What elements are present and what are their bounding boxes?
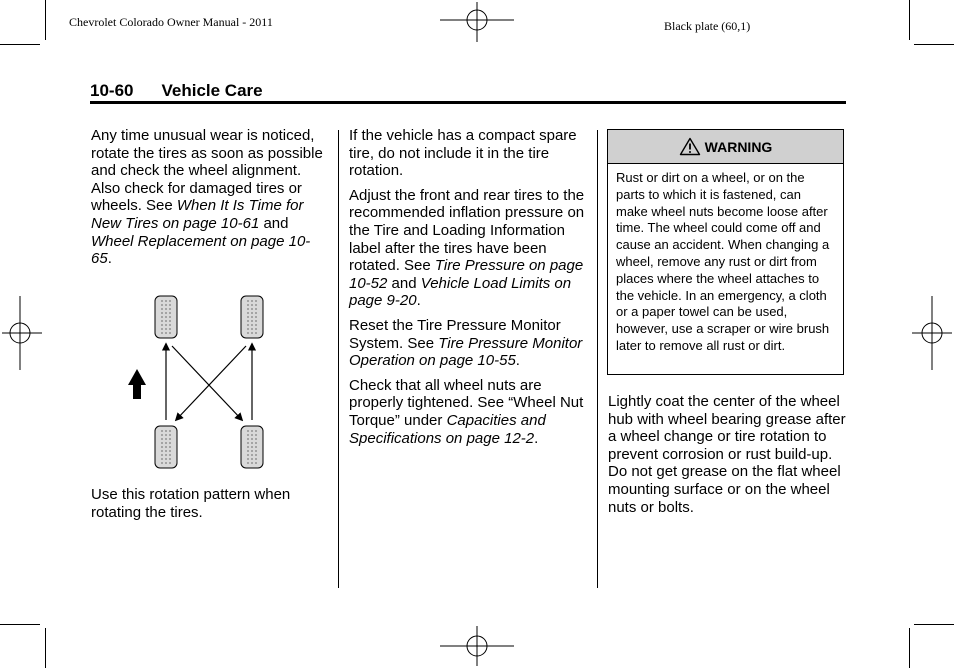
paragraph: Any time unusual wear is noticed, rotate the tires as soon as possible and check the wheel alignment. Also check for damaged tires or wheels. See When It Is Time for New Tires on page 10-61 and Wheel Replacement on page 10-65. bbox=[91, 127, 323, 268]
section-title: Vehicle Care bbox=[161, 81, 263, 100]
tire-rear-right-icon bbox=[241, 426, 263, 468]
column-1 bbox=[91, 127, 327, 275]
paragraph: Lightly coat the center of the wheel hub with wheel bearing grease after a wheel change or tire rotation to prevent corrosion or rust build-up. Do not get grease on the flat wheel mounting surface or on the wheel nuts or bolts. bbox=[608, 393, 846, 516]
column-divider bbox=[597, 130, 598, 588]
crop-mark bbox=[45, 628, 46, 668]
paragraph: Reset the Tire Pressure Monitor System. See Tire Pressure Monitor Operation on page 10-55. bbox=[349, 316, 583, 370]
crop-mark bbox=[909, 0, 910, 40]
crop-mark bbox=[914, 44, 954, 45]
arrow-cross-right-to-left-icon bbox=[176, 346, 246, 420]
crop-mark bbox=[0, 624, 40, 625]
crop-mark bbox=[45, 0, 46, 40]
tire-front-right-icon bbox=[241, 296, 263, 338]
registration-mark-left bbox=[0, 296, 44, 370]
registration-mark-bottom bbox=[440, 624, 514, 668]
column-divider bbox=[338, 130, 339, 588]
arrow-cross-left-to-right-icon bbox=[172, 346, 242, 420]
warning-text: Rust or dirt on a wheel, or on the parts to which it is fastened, can make wheel nuts become loose after time. The wheel could come off and cause an accident. When changing a wheel, remove any rust or dirt from places where the wheel attaches to the vehicle. In an emergency, a cloth or a paper towel can be used, however, use a scraper or wire brush later to remove all rust or dirt. bbox=[616, 170, 830, 353]
heading-rule bbox=[90, 101, 846, 104]
crop-mark bbox=[909, 628, 910, 668]
figure-caption: Use this rotation pattern when rotating the tires. bbox=[91, 486, 291, 521]
crop-mark bbox=[0, 44, 40, 45]
warning-title: WARNING bbox=[704, 138, 773, 155]
crop-mark bbox=[914, 624, 954, 625]
section-heading bbox=[90, 81, 263, 101]
cross-reference-link[interactable]: When It Is Time for New Tires on page 10-61 bbox=[91, 197, 304, 232]
warning-box bbox=[607, 129, 844, 375]
cross-reference-link[interactable]: Capacities and Specifications on page 12-2 bbox=[349, 411, 546, 447]
column-3 bbox=[608, 393, 846, 523]
warning-header bbox=[608, 130, 843, 164]
forward-direction-arrow-icon bbox=[128, 369, 146, 399]
column-2 bbox=[349, 127, 587, 454]
cross-reference-link[interactable]: Wheel Replacement on page 10-65 bbox=[91, 232, 311, 268]
tire-rotation-diagram bbox=[120, 292, 280, 474]
warning-triangle-icon bbox=[679, 137, 701, 156]
cross-reference-link[interactable]: Vehicle Load Limits on page 9-20 bbox=[349, 274, 572, 310]
running-header-left: Chevrolet Colorado Owner Manual - 2011 bbox=[69, 15, 273, 29]
registration-mark-top bbox=[440, 0, 514, 44]
tire-front-left-icon bbox=[155, 296, 177, 338]
paragraph: If the vehicle has a compact spare tire, do not include it in the tire rotation. bbox=[349, 127, 577, 180]
paragraph: Check that all wheel nuts are properly tightened. See “Wheel Nut Torque” under Capacities and Specifications on page 12-2. bbox=[349, 376, 584, 447]
page-number: 10-60 bbox=[90, 81, 134, 100]
paragraph: Adjust the front and rear tires to the recommended inflation pressure on the Tire and Loading Information label after the tires have been rotated. See Tire Pressure on page 10-52 and Vehicle Load Limits on page 9-20. bbox=[349, 186, 585, 310]
cross-reference-link[interactable]: Tire Pressure Monitor Operation on page 10-55 bbox=[349, 334, 583, 370]
cross-reference-link[interactable]: Tire Pressure on page 10-52 bbox=[349, 257, 584, 292]
running-header-right: Black plate (60,1) bbox=[664, 19, 751, 33]
registration-mark-right bbox=[910, 296, 954, 370]
tire-rear-left-icon bbox=[155, 426, 177, 468]
